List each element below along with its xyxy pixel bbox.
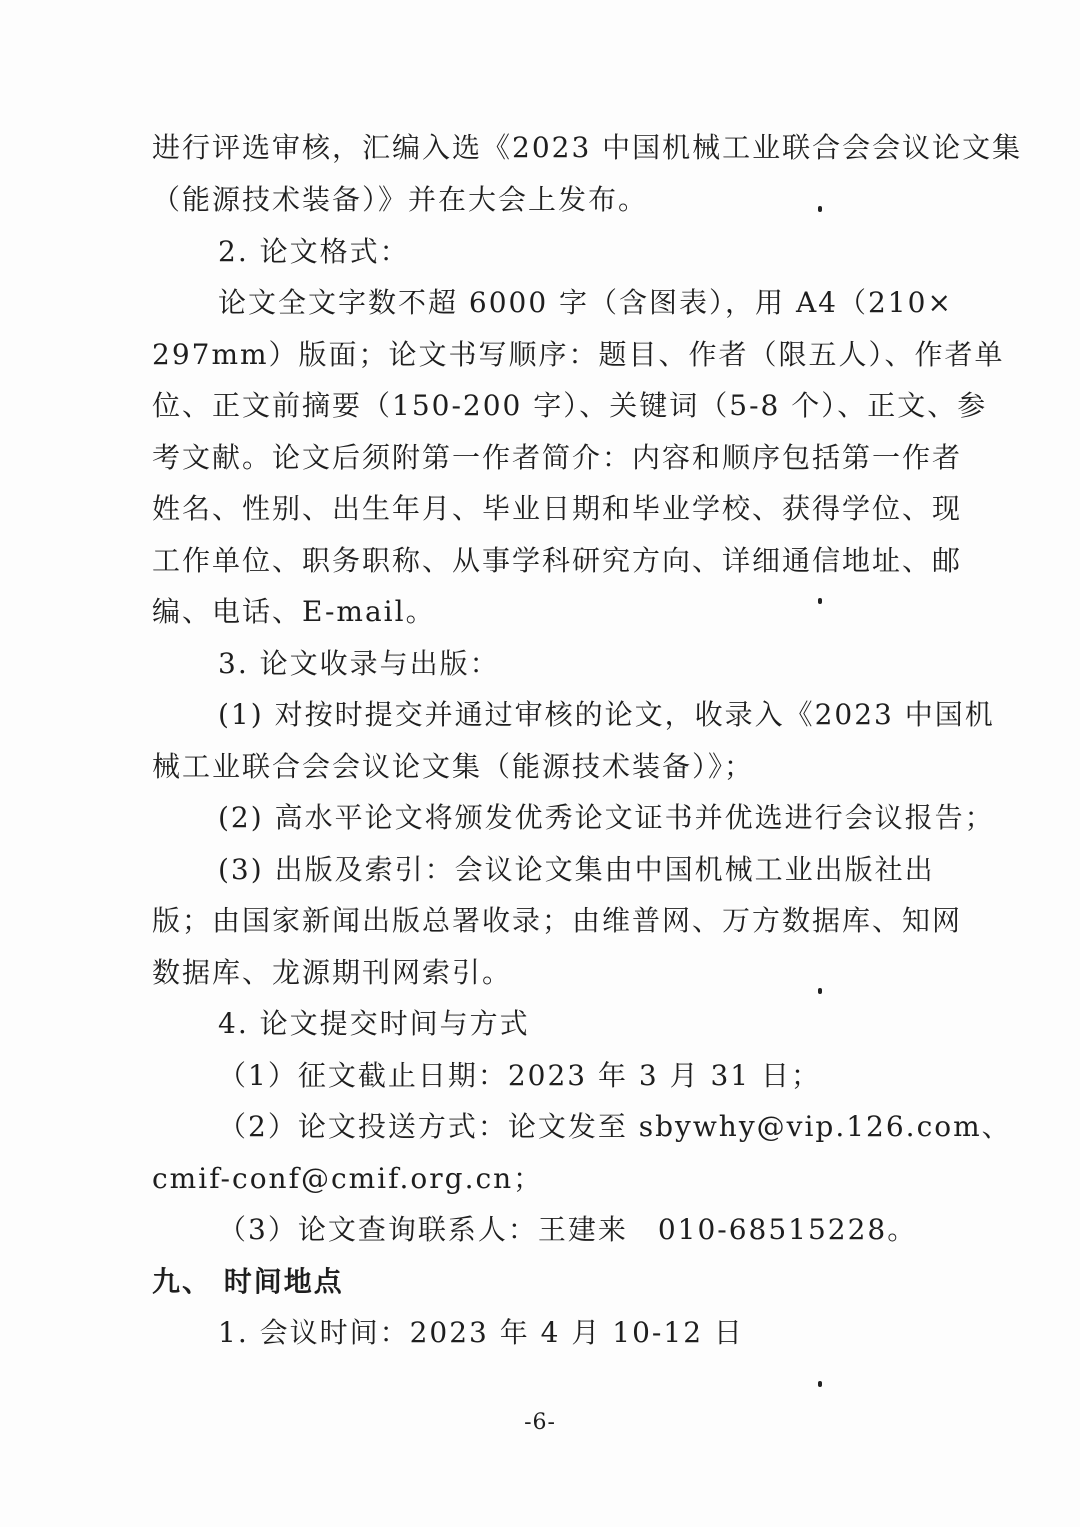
page-number: -6-: [524, 1410, 556, 1435]
section-heading-paper-format: 2. 论文格式：: [218, 235, 410, 268]
text-line: （2）论文投送方式：论文发至 sbywhy@vip.126.com、: [218, 1110, 1012, 1143]
text-line: 考文献。论文后须附第一作者简介：内容和顺序包括第一作者: [152, 441, 963, 474]
text-line: （1）征文截止日期：2023 年 3 月 31 日；: [218, 1059, 822, 1092]
text-line: 进行评选审核，汇编入选《2023 中国机械工业联合会会议论文集: [152, 131, 1023, 164]
text-line: 工作单位、职务职称、从事学科研究方向、详细通信地址、邮: [152, 544, 963, 577]
text-line: 1. 会议时间：2023 年 4 月 10-12 日: [218, 1316, 744, 1349]
text-line: (1) 对按时提交并通过审核的论文，收录入《2023 中国机: [218, 698, 995, 731]
section-heading-publication: 3. 论文收录与出版：: [218, 647, 500, 680]
chapter-heading-time-location: 九、 时间地点: [152, 1265, 344, 1298]
text-line: 编、电话、E-mail。: [152, 595, 436, 628]
text-line: 论文全文字数不超 6000 字（含图表），用 A4（210×: [218, 286, 953, 319]
scan-speck: [818, 598, 822, 604]
text-line: 械工业联合会会议论文集（能源技术装备）》；: [152, 750, 755, 783]
text-line: 位、正文前摘要（150-200 字）、关键词（5-8 个）、正文、参: [152, 389, 988, 422]
text-line: (2) 高水平论文将颁发优秀论文证书并优选进行会议报告；: [218, 801, 995, 834]
text-line: 数据库、龙源期刊网索引。: [152, 956, 513, 989]
scan-speck: [818, 1381, 822, 1387]
text-line: （3）论文查询联系人：王建来 010-68515228。: [218, 1213, 918, 1246]
text-line: 姓名、性别、出生年月、毕业日期和毕业学校、获得学位、现: [152, 492, 963, 525]
text-line: 版；由国家新闻出版总署收录；由维普网、万方数据库、知网: [152, 904, 963, 937]
scan-speck: [818, 206, 822, 212]
section-heading-submission: 4. 论文提交时间与方式: [218, 1007, 530, 1040]
text-line: cmif-conf@cmif.org.cn；: [152, 1162, 544, 1195]
text-line: 297mm）版面；论文书写顺序：题目、作者（限五人）、作者单: [152, 338, 1005, 371]
scan-speck: [818, 988, 822, 994]
text-line: (3) 出版及索引：会议论文集由中国机械工业出版社出: [218, 853, 935, 886]
text-line: （能源技术装备）》并在大会上发布。: [152, 183, 649, 216]
